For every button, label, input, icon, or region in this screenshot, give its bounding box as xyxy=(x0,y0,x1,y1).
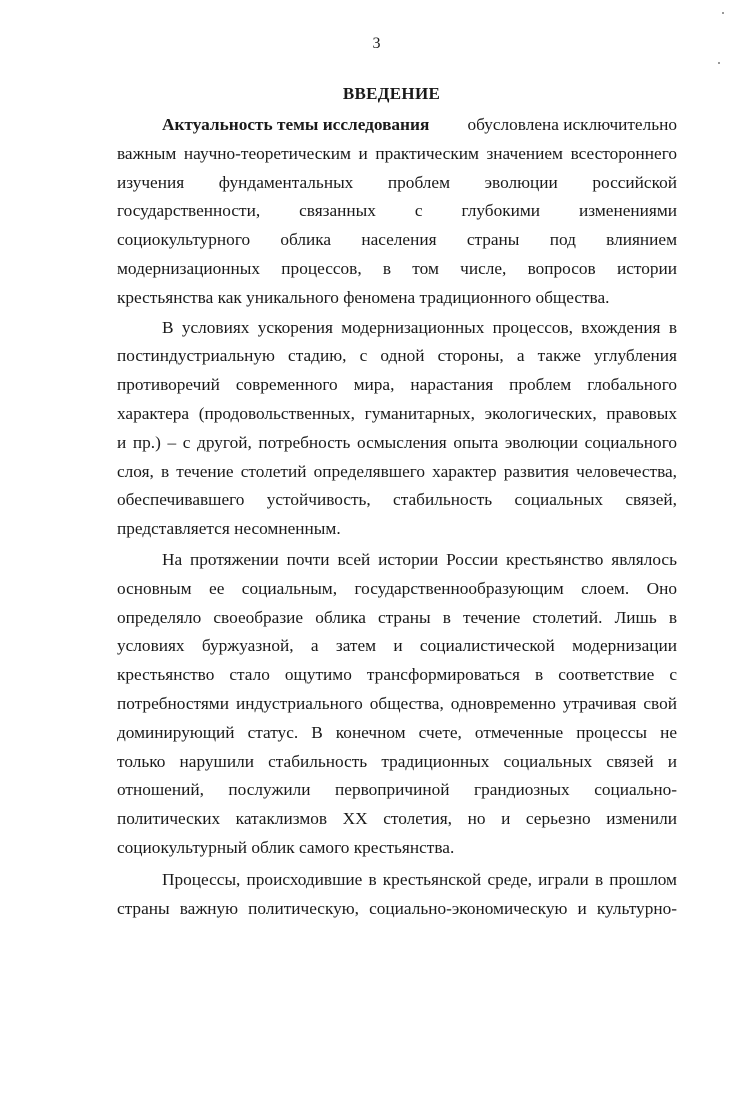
text-line xyxy=(117,111,677,140)
lead-bold-phrase: Актуальность темы исследования xyxy=(162,115,430,134)
text-line: страны важную политическую, социально-экономическую и культурно- xyxy=(117,898,677,918)
paragraph xyxy=(117,111,677,313)
text-line: доминирующий статус. В конечном счете, отмеченные процессы не xyxy=(117,722,677,742)
text-line: только нарушили стабильность традиционных социальных связей и xyxy=(117,751,677,771)
text-line: В условиях ускорения модернизационных процессов, вхождения в xyxy=(162,317,677,337)
text-line: государственности, связанных с глубокими изменениями xyxy=(117,201,677,221)
paragraph xyxy=(117,546,677,863)
text-line: социокультурного облика населения страны под влиянием xyxy=(117,230,677,250)
paragraph xyxy=(117,866,677,924)
text-line: крестьянства как уникального феномена традиционного общества. xyxy=(117,287,610,307)
text-line: Процессы, происходившие в крестьянской среде, играли в прошлом xyxy=(162,869,677,889)
line-text: обусловлена исключительно xyxy=(467,115,677,134)
page-number: 3 xyxy=(372,35,381,52)
text-line: важным научно-теоретическим и практическим значением всестороннего xyxy=(117,143,677,163)
text-line: характера (продовольственных, гуманитарных, экологических, правовых xyxy=(117,403,677,423)
text-line: постиндустриальную стадию, с одной стороны, а также углубления xyxy=(117,346,677,366)
text-line: представляется несомненным. xyxy=(117,519,341,539)
paragraph xyxy=(117,314,677,544)
scan-speck xyxy=(722,12,724,14)
text-line: основным ее социальным, государственнообразующим слоем. Оно xyxy=(117,578,677,598)
text-line: модернизационных процессов, в том числе, вопросов истории xyxy=(117,258,677,278)
text-line: противоречий современного мира, нарастания проблем глобального xyxy=(117,375,677,395)
text-line: определяло своеобразие облика страны в течение столетий. Лишь в xyxy=(117,607,677,627)
text-line: социокультурный облик самого крестьянства. xyxy=(117,837,455,857)
scan-speck xyxy=(718,62,720,64)
text-line: слоя, в течение столетий определявшего характер развития человечества, xyxy=(117,461,677,481)
text-line: условиях буржуазной, а затем и социалистической модернизации xyxy=(117,636,677,656)
text-line: изучения фундаментальных проблем эволюции российской xyxy=(117,172,677,192)
text-line: На протяжении почти всей истории России крестьянство являлось xyxy=(162,549,677,569)
text-line: политических катаклизмов XX столетия, но и серьезно изменили xyxy=(117,809,677,829)
text-line: крестьянство стало ощутимо трансформироваться в соответствие с xyxy=(117,665,677,685)
text-line: отношений, послужили первопричиной грандиозных социально- xyxy=(117,780,677,800)
document-body xyxy=(117,111,677,924)
text-line: и пр.) – с другой, потребность осмысления опыта эволюции социального xyxy=(117,432,677,452)
section-heading: ВВЕДЕНИЕ xyxy=(342,84,441,103)
text-line: потребностями индустриального общества, одновременно утрачивая свой xyxy=(117,693,677,713)
text-line: обеспечивавшего устойчивость, стабильность социальных связей, xyxy=(117,490,677,510)
